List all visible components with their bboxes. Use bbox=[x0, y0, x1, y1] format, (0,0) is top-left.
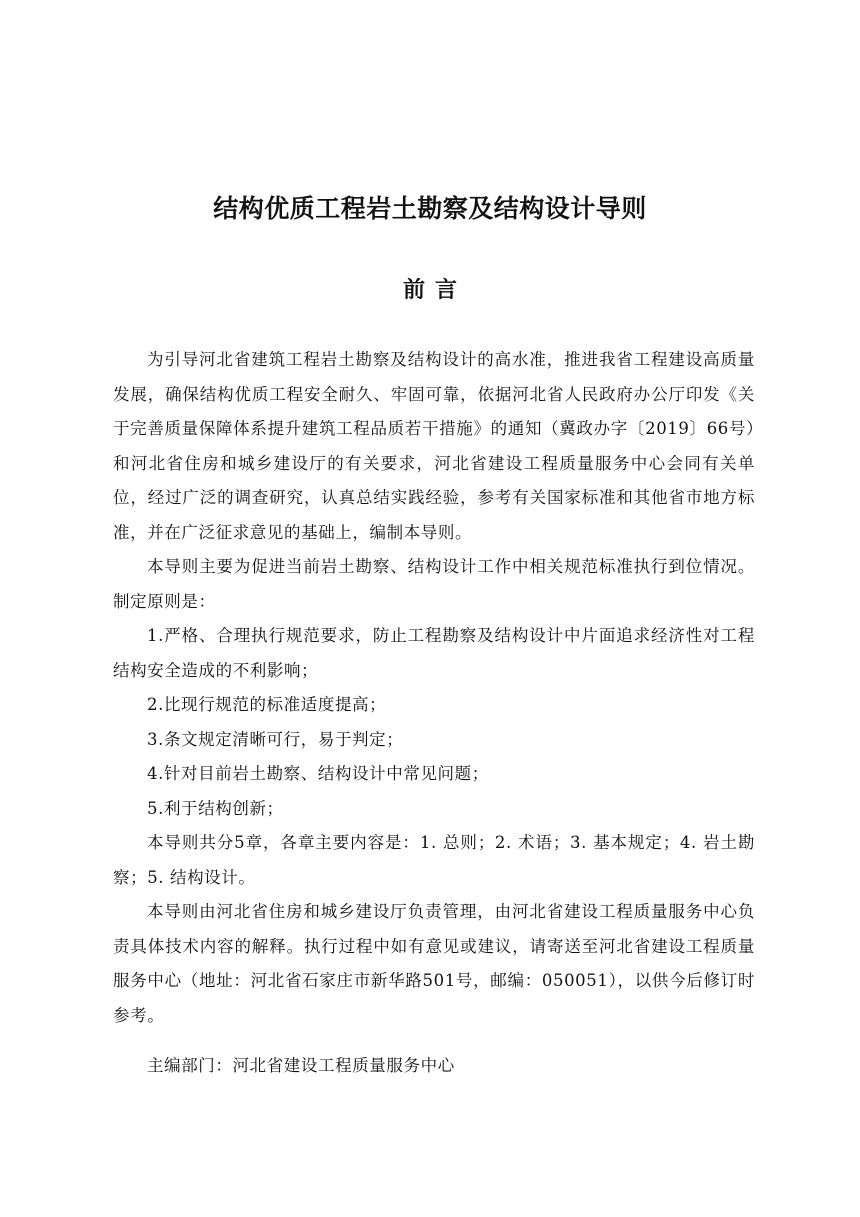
document-title: 结构优质工程岩土勘察及结构设计导则 bbox=[213, 194, 647, 223]
principle-item-5: 5.利于结构创新； bbox=[147, 798, 284, 818]
intro-paragraph: 为引导河北省建筑工程岩土勘察及结构设计的高水准，推进我省工程建设高质量发展，确保结构优质工程安全耐久、牢固可靠，依据河北省人民政府办公厅印发《关于完善质量保障体系提升建筑工程品质若干措施》的通知（冀政办字〔2019〕66号）和河北省住房和城乡建设厅的有关要求，河北省建设工程质量服务中心会同有关单位，经过广泛的调查研究，认真总结实践经验，参考有关国家标准和其他省市地方标准，并在广泛征求意见的基础上，编制本导则。 bbox=[113, 350, 755, 542]
principle-item-2: 2.比现行规范的标准适度提高； bbox=[147, 695, 387, 714]
management-paragraph: 本导则由河北省住房和城乡建设厅负责管理，由河北省建设工程质量服务中心负责具体技术内容的解释。执行过程中如有意见或建议，请寄送至河北省建设工程质量服务中心（地址：河北省石家庄市新华路501号，邮编：050051），以供今后修订时参考。 bbox=[113, 902, 755, 1025]
principle-item-1: 1.严格、合理执行规范要求，防止工程勘察及结构设计中片面追求经济性对工程结构安全造成的不利影响； bbox=[113, 626, 755, 680]
purpose-paragraph: 本导则主要为促进当前岩土勘察、结构设计工作中相关规范标准执行到位情况。制定原则是： bbox=[113, 557, 755, 611]
editor-line: 主编部门：河北省建设工程质量服务中心 bbox=[147, 1056, 455, 1075]
principle-item-3: 3.条文规定清晰可行，易于判定； bbox=[147, 729, 404, 749]
preface-heading: 前言 bbox=[402, 278, 467, 303]
principle-item-4: 4.针对目前岩土勘察、结构设计中常见问题； bbox=[147, 764, 489, 783]
preface-body bbox=[113, 343, 755, 1033]
chapters-paragraph: 本导则共分5章，各章主要内容是：1. 总则；2. 术语；3. 基本规定；4. 岩土勘察；5. 结构设计。 bbox=[113, 833, 755, 887]
